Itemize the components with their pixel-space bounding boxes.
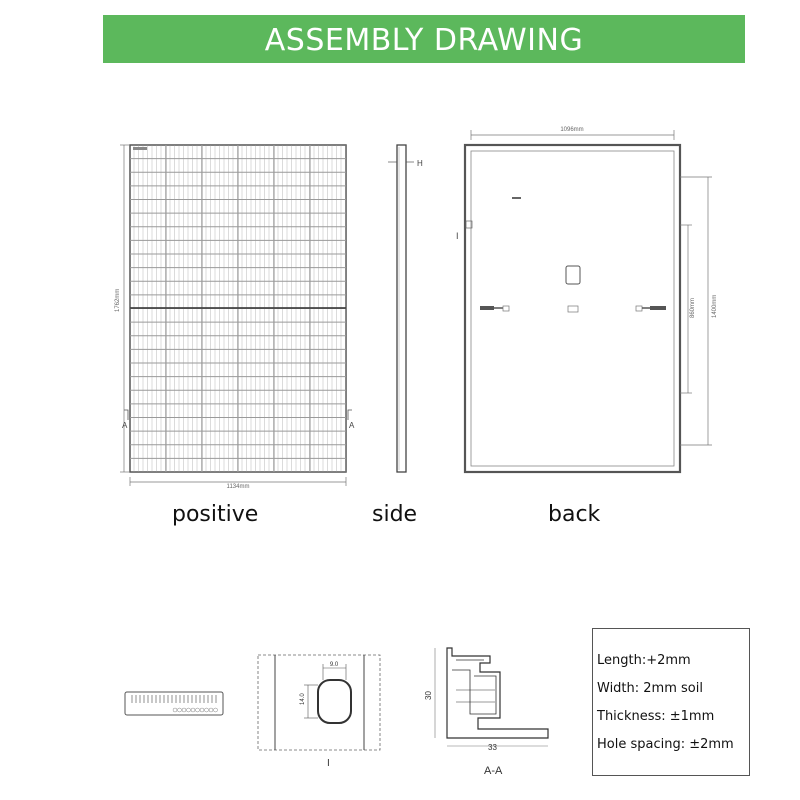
back-detail-mark: I [456, 231, 459, 241]
section-caption: A-A [484, 765, 503, 777]
front-height-label: 1762mm [115, 288, 121, 312]
hole-detail-caption: I [327, 758, 330, 769]
junction-box [566, 266, 580, 284]
section-mark-right: A [349, 421, 355, 430]
side-view-profile [388, 145, 414, 472]
positive-view-label: positive [172, 502, 259, 527]
section-width-label: 33 [488, 743, 497, 752]
back-label [512, 197, 521, 199]
back-width-label: 1096mm [560, 127, 584, 133]
hole-height-label: 14.0 [300, 693, 306, 705]
section-mark-right-line [348, 410, 352, 420]
front-view-panel [130, 145, 346, 472]
side-thickness-mark: H [417, 159, 423, 168]
section-mark-left: A [122, 421, 128, 430]
end-profile [125, 692, 223, 715]
side-view-label: side [372, 502, 418, 527]
page-title: ASSEMBLY DRAWING [264, 23, 584, 58]
back-height-label: 1400mm [712, 294, 718, 318]
mount-dimension-label: 860mm [690, 297, 696, 318]
frame-section-view [435, 648, 548, 746]
section-height-label: 30 [424, 691, 433, 700]
front-label-plate [133, 147, 147, 150]
back-view-frame [465, 145, 680, 472]
tolerance-spec-box [592, 628, 750, 776]
spec-length: Length:+2mm [597, 653, 691, 668]
spec-thickness: Thickness: ±1mm [597, 709, 715, 724]
back-view-label: back [548, 502, 601, 527]
spec-width: Width: 2mm soil [597, 681, 703, 696]
hole-width-label: 9.0 [329, 662, 339, 668]
back-height-dimension [680, 177, 712, 445]
section-mark-left-line [124, 410, 128, 420]
hole-detail-view [258, 655, 380, 750]
front-width-label: 1134mm [226, 484, 250, 490]
spec-hole-spacing: Hole spacing: ±2mm [597, 737, 734, 752]
